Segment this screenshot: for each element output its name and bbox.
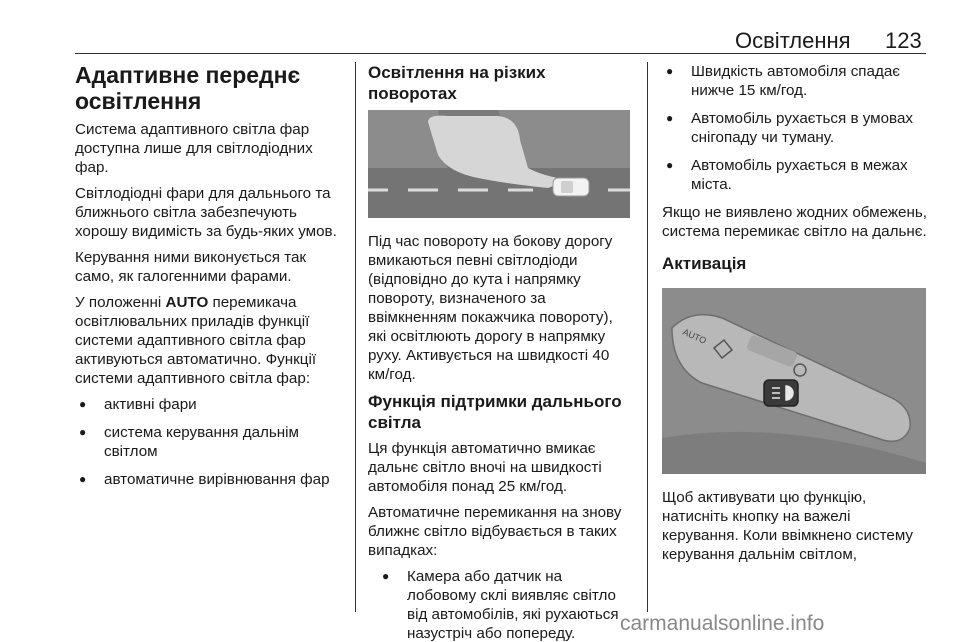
paragraph: Ця функція автоматично вмикає дальнє світло вночі на швидкості автомобіля понад 25 км/год. (368, 440, 602, 495)
subsection-heading: Активація (662, 254, 747, 273)
column-left (75, 62, 345, 498)
lighting-stalk-illustration (662, 288, 926, 474)
list-item: ● активні фари (75, 395, 345, 414)
list-item: ● система керування дальнім світлом (75, 423, 345, 461)
paragraph (75, 293, 345, 388)
cornering-light-illustration (368, 110, 630, 218)
column-middle (368, 62, 633, 642)
paragraph: Система адаптивного світла фар доступна лише для світлодіодних фар. (75, 121, 313, 176)
paragraph: Світлодіодні фари для дальнього та ближнього світла забезпечують хорошу видимість за будь-яких умов. (75, 185, 337, 240)
bullet-list (378, 567, 633, 642)
subsection-heading: Освітлення на різких поворотах (368, 63, 546, 103)
list-item: ● Автомобіль рухається в умовах снігопаду чи туману. (662, 109, 930, 147)
column-divider (355, 62, 356, 612)
paragraph: Автоматичне перемикання на знову ближнє світло відбувається в таких випадках: (368, 504, 622, 559)
paragraph: Керування ними виконується так само, як галогенними фарами. (75, 249, 307, 285)
paragraph: Щоб активувати цю функцію, натисніть кнопку на важелі керування. Коли ввімкнено систему керування дальнім світлом, (662, 489, 914, 563)
header-rule (75, 53, 926, 54)
bullet-list (662, 62, 930, 194)
paragraph: Якщо не виявлено жодних обмежень, система перемикає світло на дальнє. (662, 204, 927, 240)
list-item: ● Швидкість автомобіля спадає нижче 15 км/год. (662, 62, 930, 100)
page-number: 123 (885, 28, 922, 53)
stalk-auto-label: AUTO (681, 326, 708, 346)
subsection-heading: Функція підтримки дальнього світла (368, 392, 622, 432)
list-item: ● Камера або датчик на лобовому склі виявляє світло від автомобілів, які рухаються назустріч або попереду. (378, 567, 633, 642)
page-header-title: Освітлення (735, 28, 851, 53)
watermark: carmanualsonline.info (620, 612, 825, 635)
section-heading: Адаптивне переднє освітлення (75, 62, 301, 114)
auto-label: AUTO (165, 294, 209, 311)
list-item: ● Автомобіль рухається в межах міста. (662, 156, 930, 194)
bullet-list (75, 395, 345, 489)
car-icon (553, 178, 589, 196)
paragraph-text: У положенні (75, 294, 166, 311)
list-item: ● автоматичне вирівнювання фар (75, 470, 345, 489)
paragraph: Під час повороту на бокову дорогу вмикаються певні світлодіоди (відповідно до кута і напрямку повороту, визначеного за ввімкненням покажчика повороту), які освітлюють дорогу в напрямку руху. Активується на швидкості 40 км/год. (368, 233, 613, 383)
paragraph-text: перемикача освітлювальних приладів функції системи адаптивного світла фар активуються автоматично. Функції системи адаптивного світла фар: (75, 294, 317, 387)
column-right (662, 62, 930, 571)
column-divider (647, 62, 648, 612)
